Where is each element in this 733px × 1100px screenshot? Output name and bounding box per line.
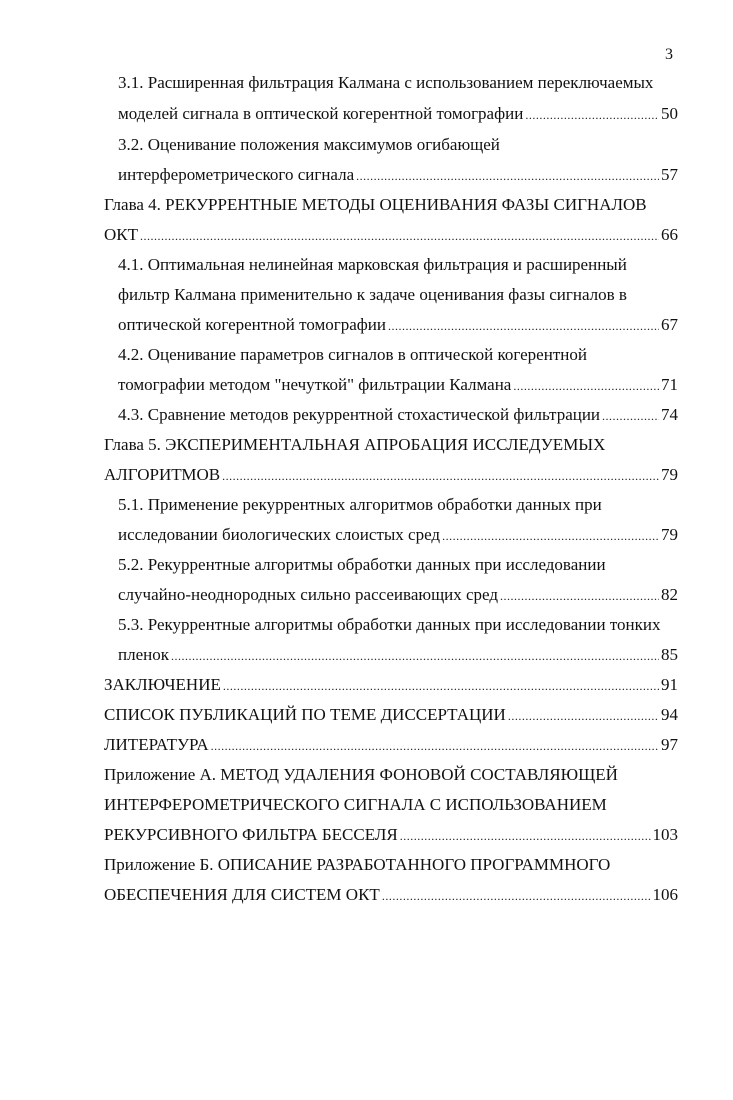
toc-line — [104, 854, 610, 878]
toc-page-number: 82 — [661, 585, 678, 604]
toc-text: АЛГОРИТМОВ — [104, 465, 221, 484]
leader-dots — [356, 165, 659, 187]
toc-text: ОБЕСПЕЧЕНИЯ ДЛЯ СИСТЕМ ОКТ — [104, 885, 380, 904]
toc-text: РЕКУРСИВНОГО ФИЛЬТРА БЕССЕЛЯ — [104, 825, 398, 844]
toc-line — [118, 344, 587, 368]
toc-text: интерферометрического сигнала — [118, 165, 355, 184]
toc-page-number: 103 — [652, 825, 678, 844]
toc-page-number: 66 — [661, 225, 678, 244]
toc-text: томографии методом "нечуткой" фильтрации Калмана — [118, 375, 512, 394]
toc-page-number: 85 — [661, 645, 678, 664]
toc-page-number: 106 — [652, 885, 678, 904]
toc-line — [104, 764, 618, 788]
toc-line — [118, 72, 653, 96]
toc-entry-4-3 — [118, 404, 678, 428]
toc-text: 3.1. Расширенная фильтрация Калмана с использованием переключаемых — [118, 73, 654, 92]
toc-page-number: 94 — [661, 705, 678, 724]
toc-text: 3.2. Оценивание положения максимумов огибающей — [118, 135, 500, 154]
toc-line — [118, 134, 500, 158]
toc-page-number: 71 — [661, 375, 678, 394]
toc-entry-3-1 — [118, 103, 678, 127]
toc-entry-4-1 — [118, 314, 678, 338]
leader-dots — [388, 315, 659, 337]
leader-dots — [508, 705, 659, 727]
toc-page-number: 97 — [661, 735, 678, 754]
leader-dots — [513, 375, 659, 397]
leader-dots — [382, 885, 651, 907]
page-number: 3 — [665, 46, 673, 63]
toc-entry-chapter-4 — [104, 224, 678, 248]
toc-text: 4.2. Оценивание параметров сигналов в оптической когерентной — [118, 345, 587, 364]
leader-dots — [222, 465, 659, 487]
toc-text: случайно-неоднородных сильно рассеивающих сред — [118, 585, 499, 604]
toc-entry-3-2 — [118, 164, 678, 188]
toc-text: оптической когерентной томографии — [118, 315, 387, 334]
toc-text: 4.1. Оптимальная нелинейная марковская фильтрация и расширенный — [118, 255, 627, 274]
leader-dots — [442, 525, 659, 547]
toc-page-number: 91 — [661, 675, 678, 694]
toc-entry-5-3 — [118, 644, 678, 668]
toc-text: Глава 4. РЕКУРРЕНТНЫЕ МЕТОДЫ ОЦЕНИВАНИЯ ФАЗЫ СИГНАЛОВ — [104, 195, 647, 214]
toc-text: 5.3. Рекуррентные алгоритмы обработки данных при исследовании тонких — [118, 615, 661, 634]
toc-line — [104, 194, 647, 218]
toc-page-number: 79 — [661, 525, 678, 544]
toc-text: Приложение А. МЕТОД УДАЛЕНИЯ ФОНОВОЙ СОСТАВЛЯЮЩЕЙ — [104, 765, 618, 784]
toc-text: 4.3. Сравнение методов рекуррентной стохастической фильтрации — [118, 405, 601, 424]
toc-page-number: 67 — [661, 315, 678, 334]
leader-dots — [500, 585, 659, 607]
toc-entry-literature — [104, 734, 678, 758]
toc-text: Приложение Б. ОПИСАНИЕ РАЗРАБОТАННОГО ПРОГРАММНОГО — [104, 855, 611, 874]
toc-text: исследовании биологических слоистых сред — [118, 525, 441, 544]
toc-page-number: 57 — [661, 165, 678, 184]
toc-line — [118, 494, 602, 518]
toc-text: 5.1. Применение рекуррентных алгоритмов обработки данных при — [118, 495, 602, 514]
toc-entry-chapter-5 — [104, 464, 678, 488]
toc-entry-conclusion — [104, 674, 678, 698]
leader-dots — [223, 675, 659, 697]
toc-line — [118, 254, 627, 278]
toc-text: Глава 5. ЭКСПЕРИМЕНТАЛЬНАЯ АПРОБАЦИЯ ИССЛЕДУЕМЫХ — [104, 435, 606, 454]
leader-dots — [211, 735, 659, 757]
toc-entry-publications — [104, 704, 678, 728]
toc-entry-appendix-b — [104, 884, 678, 908]
toc-text: моделей сигнала в оптической когерентной томографии — [118, 104, 524, 123]
toc-text: 5.2. Рекуррентные алгоритмы обработки данных при исследовании — [118, 555, 606, 574]
toc-text: СПИСОК ПУБЛИКАЦИЙ ПО ТЕМЕ ДИССЕРТАЦИИ — [104, 705, 506, 724]
toc-line — [104, 794, 607, 818]
toc-text: ИНТЕРФЕРОМЕТРИЧЕСКОГО СИГНАЛА С ИСПОЛЬЗОВАНИЕМ — [104, 795, 607, 814]
toc-entry-appendix-a — [104, 824, 678, 848]
toc-line — [118, 284, 627, 308]
toc-line — [118, 614, 660, 638]
leader-dots — [602, 405, 659, 427]
toc-page-number: 74 — [661, 405, 678, 424]
toc-text: ЗАКЛЮЧЕНИЕ — [104, 675, 221, 694]
leader-dots — [525, 104, 659, 126]
toc-entry-4-2 — [118, 374, 678, 398]
leader-dots — [171, 645, 659, 667]
toc-line — [118, 554, 606, 578]
leader-dots — [400, 825, 651, 847]
toc-line — [104, 434, 605, 458]
toc-page-number: 50 — [661, 104, 678, 123]
toc-page-number: 79 — [661, 465, 678, 484]
leader-dots — [140, 225, 659, 247]
toc-text: пленок — [118, 645, 169, 664]
toc-text: ЛИТЕРАТУРА — [104, 735, 209, 754]
toc-entry-5-2 — [118, 584, 678, 608]
toc-text: фильтр Калмана применительно к задаче оценивания фазы сигналов в — [118, 285, 627, 304]
toc-entry-5-1 — [118, 524, 678, 548]
toc-text: ОКТ — [104, 225, 138, 244]
